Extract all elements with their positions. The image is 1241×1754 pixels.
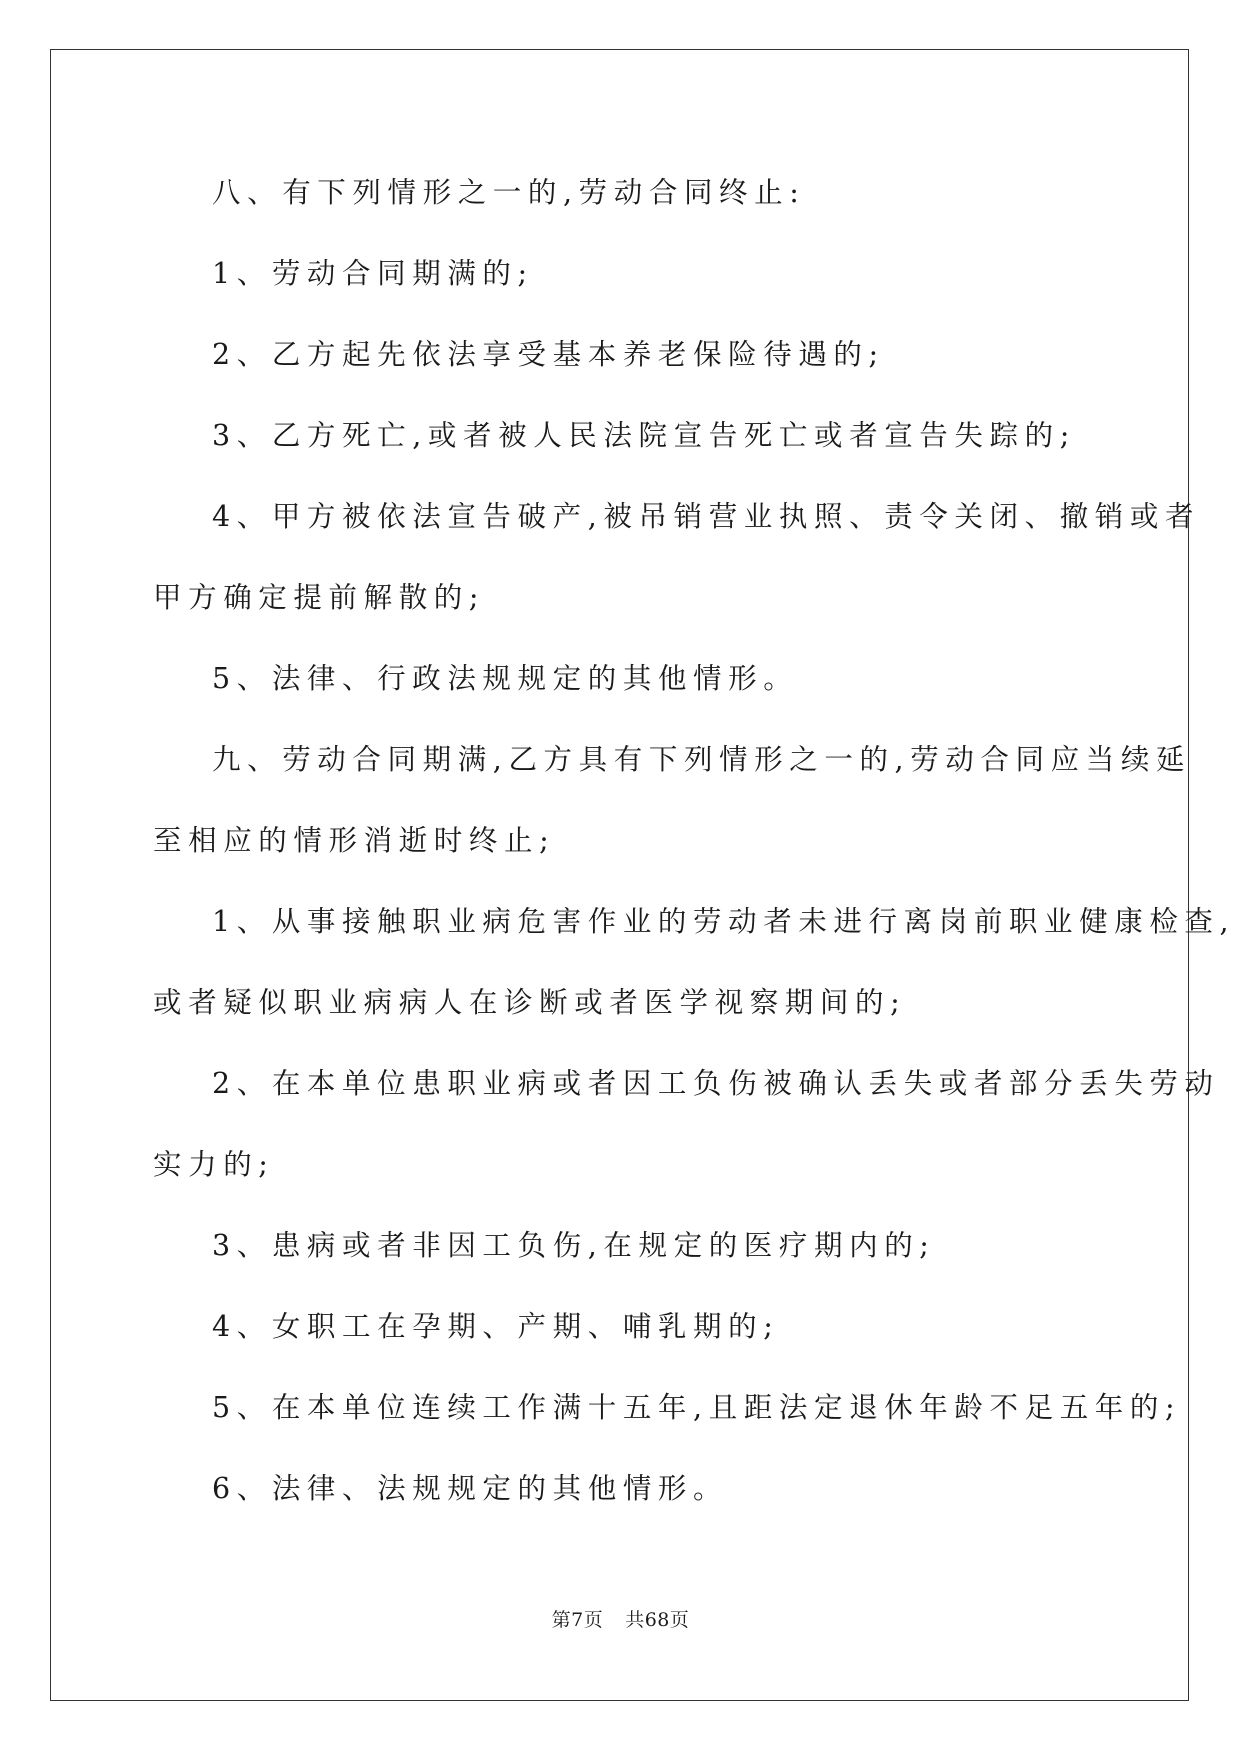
clause-9-item-2: 2、在本单位患职业病或者因工负伤被确认丢失或者部分丢失劳动 (212, 1067, 1220, 1100)
clause-9-item-2-cont: 实力的; (153, 1148, 275, 1181)
page-total: 共68页 (625, 1609, 690, 1631)
clause-8-heading: 八、有下列情形之一的,劳动合同终止: (212, 176, 806, 209)
clause-9-item-1: 1、从事接触职业病危害作业的劳动者未进行离岗前职业健康检查, (212, 905, 1236, 938)
clause-8-item-1: 1、劳动合同期满的; (212, 257, 534, 290)
clause-8-item-2: 2、乙方起先依法享受基本养老保险待遇的; (212, 338, 885, 371)
clause-8-item-5: 5、法律、行政法规规定的其他情形。 (212, 662, 799, 695)
clause-9-item-3: 3、患病或者非因工负伤,在规定的医疗期内的; (212, 1229, 936, 1262)
clause-9-item-5: 5、在本单位连续工作满十五年,且距法定退休年龄不足五年的; (212, 1391, 1182, 1424)
clause-8-item-4-cont: 甲方确定提前解散的; (153, 581, 486, 614)
clause-9-item-4: 4、女职工在孕期、产期、哺乳期的; (212, 1310, 780, 1343)
clause-9-heading-cont: 至相应的情形消逝时终止; (153, 824, 556, 857)
clause-9-heading: 九、劳动合同期满,乙方具有下列情形之一的,劳动合同应当续延 (212, 743, 1192, 776)
page-footer (0, 1608, 1241, 1632)
page-number: 第7页 (551, 1609, 604, 1631)
clause-9-item-6: 6、法律、法规规定的其他情形。 (212, 1472, 729, 1505)
page-border (50, 49, 1192, 1701)
clause-8-item-3: 3、乙方死亡,或者被人民法院宣告死亡或者宣告失踪的; (212, 419, 1076, 452)
clause-8-item-4: 4、甲方被依法宣告破产,被吊销营业执照、责令关闭、撤销或者 (212, 500, 1201, 533)
clause-9-item-1-cont: 或者疑似职业病病人在诊断或者医学视察期间的; (153, 986, 907, 1019)
